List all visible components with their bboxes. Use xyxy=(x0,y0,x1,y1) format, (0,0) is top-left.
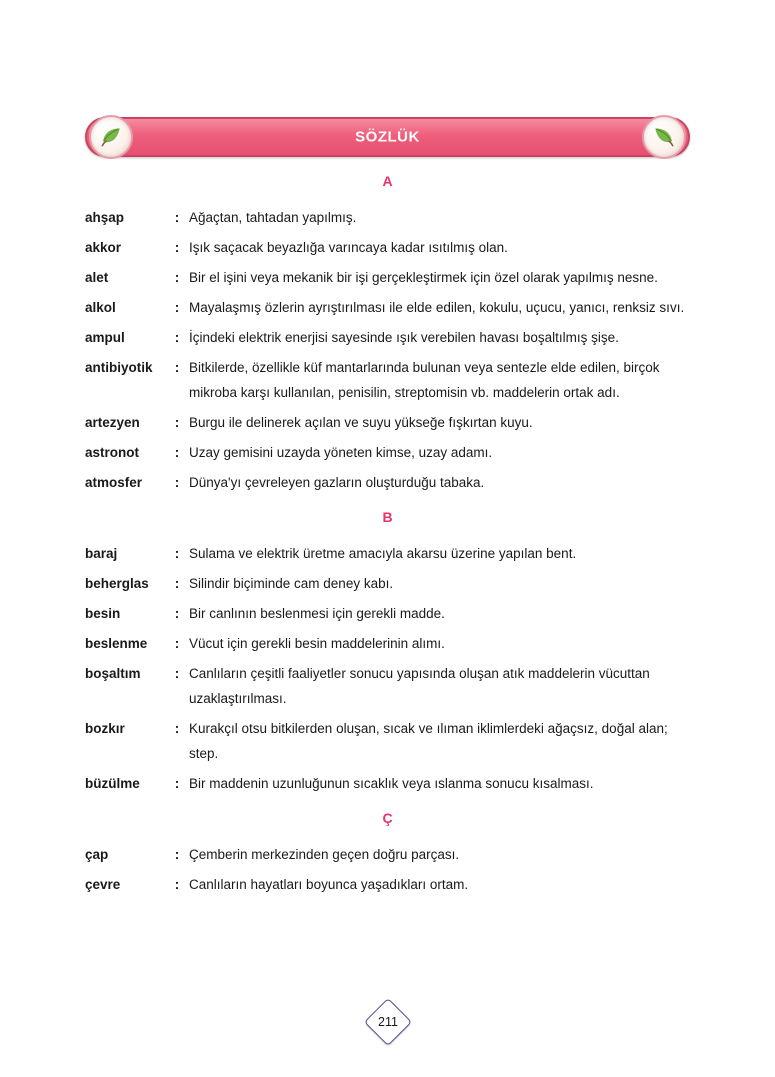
entry-separator: : xyxy=(174,636,180,651)
entry-term: antibiyotik xyxy=(85,360,153,375)
glossary-entry xyxy=(85,355,690,405)
glossary-entry xyxy=(85,265,690,290)
page-number: 211 xyxy=(377,1015,398,1029)
entry-definition: Bir maddenin uzunluğunun sıcaklık veya ıslanma sonucu kısalması. xyxy=(189,776,594,791)
glossary-entry xyxy=(85,842,690,867)
entry-term: alkol xyxy=(85,300,116,315)
page-footer xyxy=(0,1005,775,1039)
entry-separator: : xyxy=(174,721,180,736)
glossary-entry xyxy=(85,771,690,796)
entry-definition: Canlıların çeşitli faaliyetler sonucu yapısında oluşan atık maddelerin vücuttan uzaklaştırılması. xyxy=(189,666,650,706)
entry-separator: : xyxy=(174,210,180,225)
entry-term: beherglas xyxy=(85,576,149,591)
entry-term: akkor xyxy=(85,240,122,255)
entry-term: ampul xyxy=(85,330,125,345)
leaf-ornament-icon xyxy=(642,115,686,159)
entry-term: atmosfer xyxy=(85,475,143,490)
entry-separator: : xyxy=(174,300,180,315)
entry-term: astronot xyxy=(85,445,139,460)
entry-separator: : xyxy=(174,776,180,791)
glossary-banner xyxy=(85,117,690,157)
entry-definition: Silindir biçiminde cam deney kabı. xyxy=(189,576,394,591)
entry-definition: Canlıların hayatları boyunca yaşadıkları ortam. xyxy=(189,877,469,892)
glossary-entry xyxy=(85,470,690,495)
entry-definition: Dünya'yı çevreleyen gazların oluşturduğu tabaka. xyxy=(189,475,485,490)
entry-separator: : xyxy=(174,445,180,460)
entry-separator: : xyxy=(174,606,180,621)
entry-definition: Bir canlının beslenmesi için gerekli madde. xyxy=(189,606,445,621)
glossary-entry xyxy=(85,571,690,596)
entry-definition: İçindeki elektrik enerjisi sayesinde ışık verebilen havası boşaltılmış şişe. xyxy=(189,330,619,345)
entry-term: bozkır xyxy=(85,721,125,736)
glossary-entry xyxy=(85,325,690,350)
glossary-section xyxy=(85,509,690,796)
glossary-entry xyxy=(85,716,690,766)
glossary-sections xyxy=(85,173,690,897)
entry-definition: Mayalaşmış özlerin ayrıştırılması ile elde edilen, kokulu, uçucu, yanıcı, renksiz sıvı. xyxy=(189,300,685,315)
entry-definition: Ağaçtan, tahtadan yapılmış. xyxy=(189,210,357,225)
entry-separator: : xyxy=(174,877,180,892)
entry-definition: Burgu ile delinerek açılan ve suyu yükseğe fışkırtan kuyu. xyxy=(189,415,533,430)
entry-separator: : xyxy=(174,576,180,591)
entry-definition: Vücut için gerekli besin maddelerinin alımı. xyxy=(189,636,445,651)
entry-definition: Çemberin merkezinden geçen doğru parçası. xyxy=(189,847,460,862)
glossary-entry xyxy=(85,661,690,711)
entry-definition: Işık saçacak beyazlığa varıncaya kadar ısıtılmış olan. xyxy=(189,240,508,255)
glossary-entry xyxy=(85,235,690,260)
entry-separator: : xyxy=(174,415,180,430)
entry-term: beslenme xyxy=(85,636,148,651)
entry-separator: : xyxy=(174,240,180,255)
glossary-entry xyxy=(85,295,690,320)
entry-separator: : xyxy=(174,475,180,490)
glossary-section xyxy=(85,810,690,897)
entry-term: alet xyxy=(85,270,109,285)
glossary-section xyxy=(85,173,690,495)
glossary-entry xyxy=(85,440,690,465)
entry-term: boşaltım xyxy=(85,666,141,681)
entry-term: artezyen xyxy=(85,415,140,430)
entry-separator: : xyxy=(174,360,180,375)
entry-term: büzülme xyxy=(85,776,140,791)
page-number-badge xyxy=(363,998,411,1046)
entry-separator: : xyxy=(174,666,180,681)
entry-term: çap xyxy=(85,847,109,862)
glossary-entry xyxy=(85,205,690,230)
entry-separator: : xyxy=(174,847,180,862)
section-letter: B xyxy=(382,509,393,525)
section-letter: A xyxy=(382,173,393,189)
glossary-entry xyxy=(85,872,690,897)
entry-definition: Uzay gemisini uzayda yöneten kimse, uzay adamı. xyxy=(189,445,493,460)
entry-definition: Bir el işini veya mekanik bir işi gerçekleştirmek için özel olarak yapılmış nesne. xyxy=(189,270,658,285)
entry-term: besin xyxy=(85,606,121,621)
entry-term: çevre xyxy=(85,877,121,892)
glossary-entry xyxy=(85,601,690,626)
entry-definition: Sulama ve elektrik üretme amacıyla akarsu üzerine yapılan bent. xyxy=(189,546,577,561)
entry-separator: : xyxy=(174,270,180,285)
entry-definition: Bitkilerde, özellikle küf mantarlarında bulunan veya sentezle elde edilen, birçok mikroba karşı kullanılan, penisilin, streptomisin vb. maddelerin ortak adı. xyxy=(189,360,660,400)
entry-term: baraj xyxy=(85,546,118,561)
page-title: SÖZLÜK xyxy=(355,128,420,146)
glossary-entry xyxy=(85,631,690,656)
glossary-entry xyxy=(85,410,690,435)
glossary-entry xyxy=(85,541,690,566)
entry-definition: Kurakçıl otsu bitkilerden oluşan, sıcak ve ılıman iklimlerdeki ağaçsız, doğal alan; step. xyxy=(189,721,668,761)
section-letter: Ç xyxy=(382,810,393,826)
entry-separator: : xyxy=(174,330,180,345)
entry-separator: : xyxy=(174,546,180,561)
entry-term: ahşap xyxy=(85,210,125,225)
